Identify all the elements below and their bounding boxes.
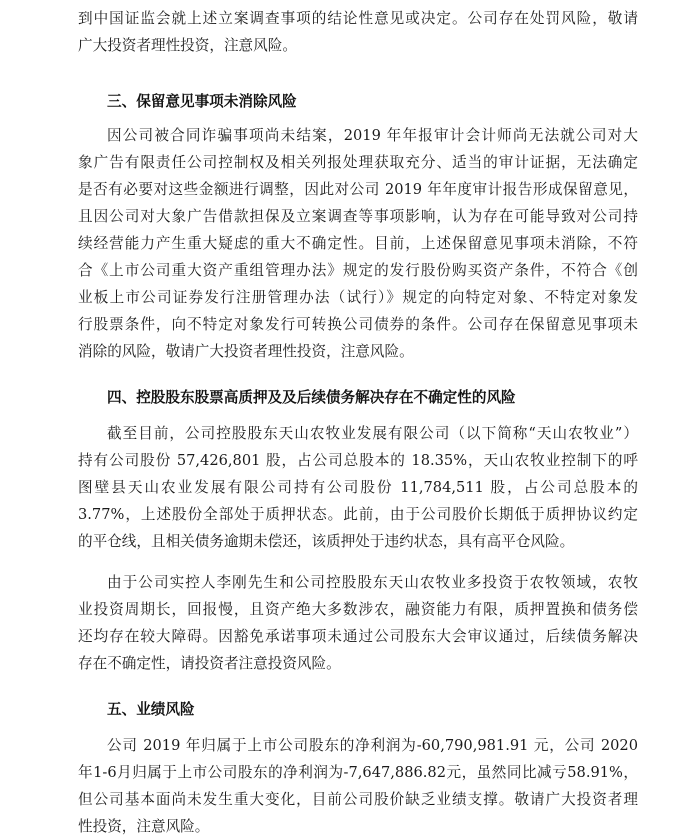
paragraph-line: 且因公司对大象广告借款担保及立案调查等事项影响，认为存在可能导致对公司持 <box>78 208 638 225</box>
paragraph-line: 图壁县天山农业发展有限公司持有公司股份 11,784,511 股，占公司总股本的 <box>78 479 638 496</box>
section-3-paragraph <box>78 126 638 362</box>
section-heading-3: 三、保留意见事项未消除风险 <box>107 93 297 110</box>
paragraph-line: 业投资周期长，回报慢，且资产绝大多数涉农，融资能力有限，质押置换和债务偿 <box>78 601 638 618</box>
paragraph-line: 消除的风险，敬请广大投资者理性投资，注意风险。 <box>78 343 414 360</box>
intro-line: 到中国证监会就上述立案调查事项的结论性意见或决定。公司存在处罚风险，敬请 <box>78 10 638 27</box>
paragraph-line: 因公司被合同诈骗事项尚未结案，2019 年年报审计会计师尚无法就公司对大 <box>107 127 638 144</box>
section-heading-5: 五、业绩风险 <box>107 701 195 718</box>
paragraph-line: 还均存在较大障碍。因豁免承诺事项未通过公司股东大会审议通过，后续债务解决 <box>78 628 638 645</box>
paragraph-line: 年1-6月归属于上市公司股东的净利润为-7,647,886.82元，虽然同比减亏58.91%， <box>78 764 638 781</box>
section-4-paragraph-1 <box>78 424 638 552</box>
intro-paragraph <box>78 9 638 56</box>
paragraph-line: 的平仓线，且相关债务逾期未偿还，该质押处于违约状态，具有高平仓风险。 <box>78 533 575 550</box>
paragraph-line: 象广告有限责任公司控制权及相关列报处理获取充分、适当的审计证据，无法确定 <box>78 154 638 171</box>
paragraph-line: 性投资，注意风险。 <box>78 818 210 835</box>
paragraph-line: 是否有必要对这些金额进行调整，因此对公司 2019 年年度审计报告形成保留意见， <box>78 181 638 198</box>
paragraph-line: 公司 2019 年归属于上市公司股东的净利润为-60,790,981.91 元，公司 2020 <box>107 737 638 754</box>
paragraph-line: 3.77%，上述股份全部处于质押状态。此前，由于公司股价长期低于质押协议约定 <box>78 506 638 523</box>
paragraph-line: 但公司基本面尚未发生重大变化，目前公司股价缺乏业绩支撑。敬请广大投资者理 <box>78 791 638 808</box>
paragraph-line: 续经营能力产生重大疑虑的重大不确定性。目前，上述保留意见事项未消除，不符 <box>78 235 638 252</box>
section-4-paragraph-2 <box>78 573 638 674</box>
paragraph-line: 行股票条件，向不特定对象发行可转换公司债券的条件。公司存在保留意见事项未 <box>78 316 638 333</box>
intro-line: 广大投资者理性投资，注意风险。 <box>78 37 297 54</box>
paragraph-line: 合《上市公司重大资产重组管理办法》规定的发行股份购买资产条件，不符合《创 <box>78 262 638 279</box>
section-5-paragraph <box>78 736 638 837</box>
paragraph-line: 由于公司实控人李刚先生和公司控股股东天山农牧业多投资于农牧领域，农牧 <box>107 574 638 591</box>
section-heading-4: 四、控股股东股票高质押及及后续债务解决存在不确定性的风险 <box>107 389 516 406</box>
paragraph-line: 持有公司股份 57,426,801 股，占公司总股本的 18.35%，天山农牧业控制下的呼 <box>78 452 638 469</box>
paragraph-line: 业板上市公司证券发行注册管理办法（试行）》规定的向特定对象、不特定对象发 <box>78 289 638 306</box>
paragraph-line: 截至目前，公司控股股东天山农牧业发展有限公司（以下简称“天山农牧业”） <box>107 425 638 442</box>
paragraph-line: 存在不确定性，请投资者注意投资风险。 <box>78 655 341 672</box>
